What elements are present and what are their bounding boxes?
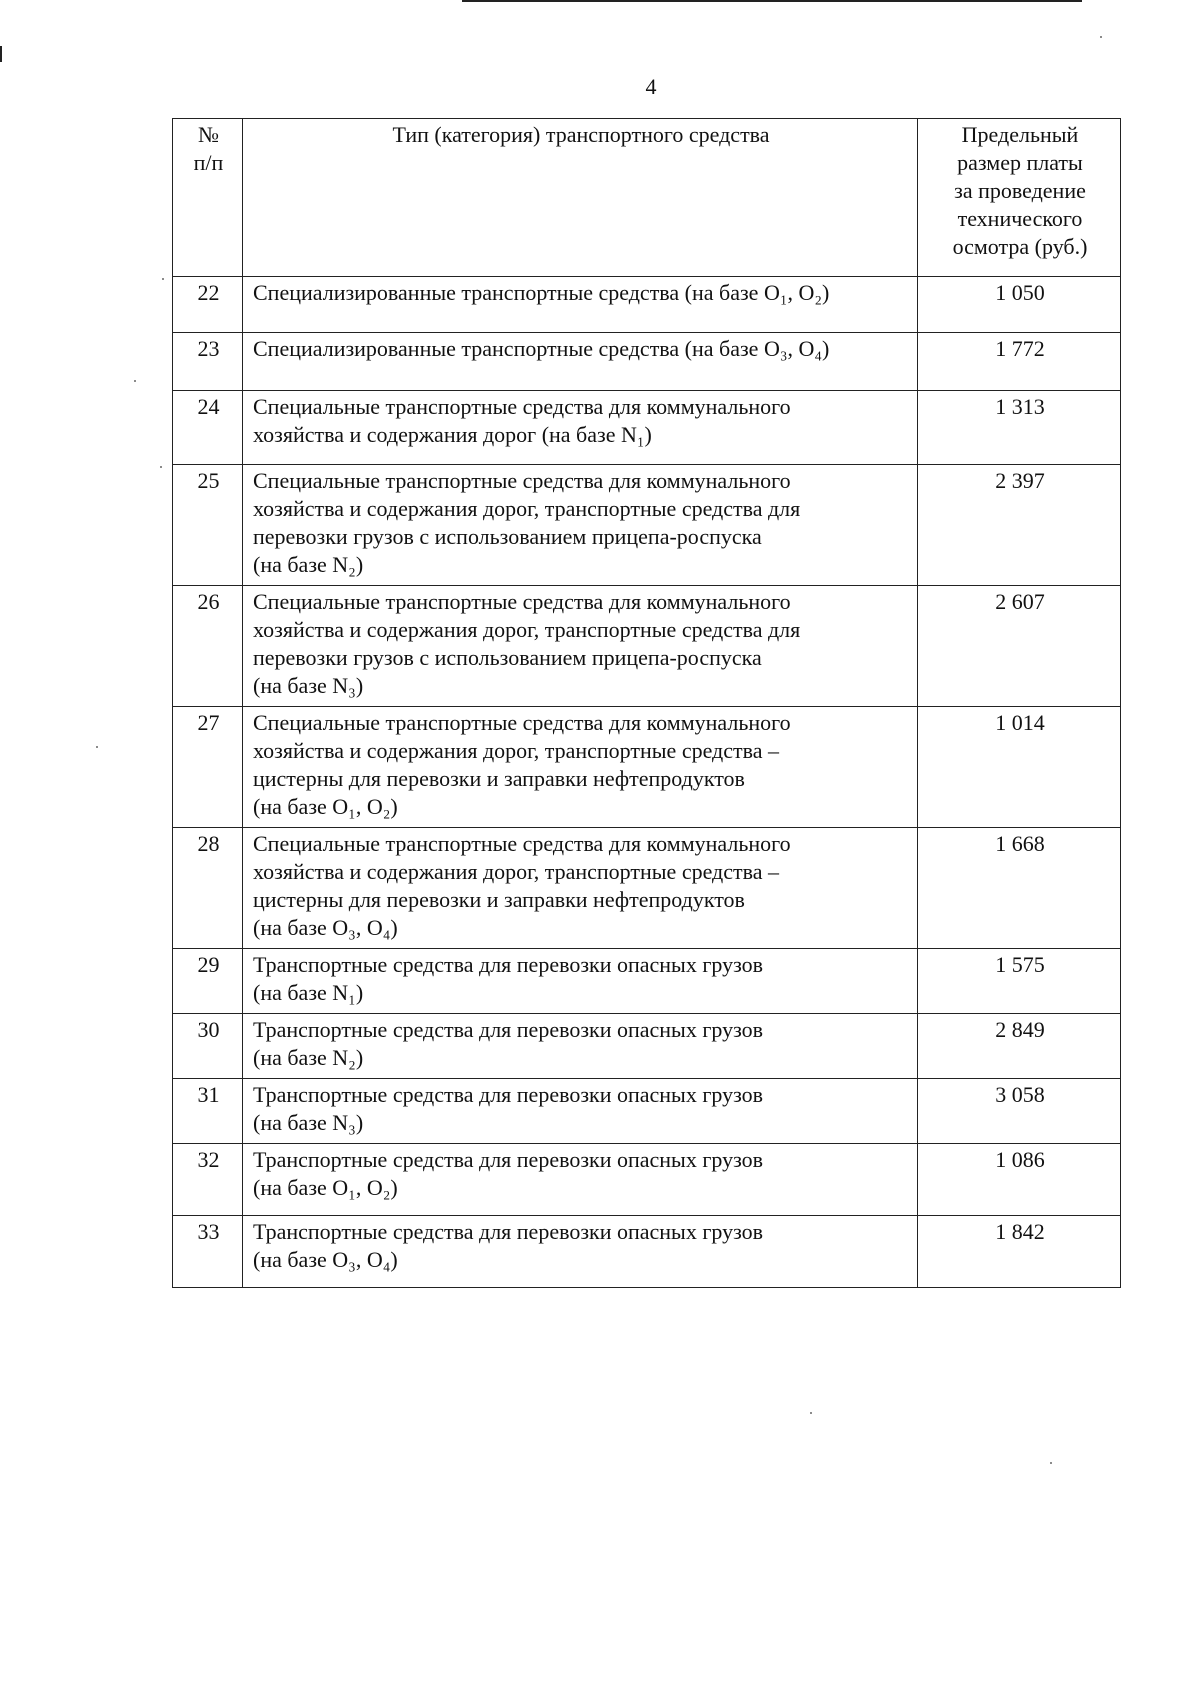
vehicle-type-line: (на базе O₃, O₄) (253, 1247, 398, 1272)
row-max-fee: 1 050 (918, 277, 1121, 333)
vehicle-type-line: (на базе N₃) (253, 673, 364, 698)
table-row (173, 1144, 1121, 1216)
vehicle-type-line: Транспортные средства для перевозки опасных грузов (253, 1147, 764, 1172)
scan-speck (134, 380, 136, 382)
row-number: 33 (173, 1216, 243, 1288)
table-row (173, 828, 1121, 949)
vehicle-type-line: Специализированные транспортные средства (на базе O₃, O₄) (253, 336, 830, 361)
vehicle-type-line: хозяйства и содержания дорог, транспортные средства для (253, 496, 801, 521)
row-number: 27 (173, 707, 243, 828)
vehicle-type-line: (на базе N₁) (253, 980, 364, 1005)
vehicle-type-line: Транспортные средства для перевозки опасных грузов (253, 1082, 764, 1107)
row-number: 29 (173, 949, 243, 1014)
inspection-fee-table (172, 118, 1121, 1288)
row-number: 26 (173, 586, 243, 707)
row-max-fee: 1 086 (918, 1144, 1121, 1216)
header-fee-line: технического (957, 206, 1083, 231)
page-number: 4 (645, 74, 657, 99)
vehicle-type-line: Транспортные средства для перевозки опасных грузов (253, 1219, 764, 1244)
vehicle-type-line: (на базе O₁, O₂) (253, 794, 398, 819)
table-row (173, 1216, 1121, 1288)
row-max-fee: 1 575 (918, 949, 1121, 1014)
left-margin-mark (0, 46, 2, 62)
row-number: 24 (173, 391, 243, 465)
row-max-fee: 1 772 (918, 333, 1121, 391)
row-number: 23 (173, 333, 243, 391)
row-vehicle-type (243, 707, 918, 828)
row-vehicle-type (243, 1014, 918, 1079)
row-max-fee: 2 607 (918, 586, 1121, 707)
vehicle-type-line: (на базе O₁, O₂) (253, 1175, 398, 1200)
vehicle-type-line: перевозки грузов с использованием прицепа-роспуска (253, 645, 762, 670)
table-row (173, 391, 1121, 465)
row-vehicle-type (243, 333, 918, 391)
vehicle-type-line: (на базе N₂) (253, 552, 364, 577)
row-vehicle-type (243, 1144, 918, 1216)
row-vehicle-type (243, 586, 918, 707)
scan-speck (810, 1412, 812, 1414)
header-fee-line: Предельный (961, 122, 1079, 147)
table-row (173, 333, 1121, 391)
vehicle-type-line: цистерны для перевозки и заправки нефтепродуктов (253, 887, 745, 912)
row-number: 32 (173, 1144, 243, 1216)
row-max-fee: 1 313 (918, 391, 1121, 465)
table-header-row (173, 119, 1121, 277)
row-number: 22 (173, 277, 243, 333)
row-vehicle-type (243, 391, 918, 465)
header-number-abbr: п/п (193, 150, 224, 175)
vehicle-type-line: хозяйства и содержания дорог, транспортные средства для (253, 617, 801, 642)
vehicle-type-line: Специальные транспортные средства для коммунального (253, 468, 791, 493)
row-vehicle-type (243, 949, 918, 1014)
vehicle-type-line: Транспортные средства для перевозки опасных грузов (253, 952, 764, 977)
header-number (173, 119, 243, 277)
table-row (173, 277, 1121, 333)
vehicle-type-line: хозяйства и содержания дорог, транспортные средства – (253, 859, 779, 884)
vehicle-type-line: Специализированные транспортные средства (на базе O₁, O₂) (253, 280, 830, 305)
table-row (173, 707, 1121, 828)
vehicle-type-line: Специальные транспортные средства для коммунального (253, 831, 791, 856)
table-row (173, 949, 1121, 1014)
row-number: 28 (173, 828, 243, 949)
scan-speck (1100, 36, 1102, 38)
row-number: 25 (173, 465, 243, 586)
header-vehicle-type: Тип (категория) транспортного средства (243, 119, 918, 277)
row-number: 30 (173, 1014, 243, 1079)
vehicle-type-line: (на базе N₃) (253, 1110, 364, 1135)
row-number: 31 (173, 1079, 243, 1144)
vehicle-type-line: хозяйства и содержания дорог (на базе N₁) (253, 422, 652, 447)
row-max-fee: 3 058 (918, 1079, 1121, 1144)
header-number-symbol: № (198, 122, 219, 147)
table-row (173, 1079, 1121, 1144)
row-max-fee: 1 014 (918, 707, 1121, 828)
vehicle-type-line: Специальные транспортные средства для коммунального (253, 394, 791, 419)
row-vehicle-type (243, 828, 918, 949)
vehicle-type-line: цистерны для перевозки и заправки нефтепродуктов (253, 766, 745, 791)
table-row (173, 465, 1121, 586)
vehicle-type-line: хозяйства и содержания дорог, транспортные средства – (253, 738, 779, 763)
row-vehicle-type (243, 1079, 918, 1144)
scan-speck (96, 746, 98, 748)
header-fee-line: размер платы (957, 150, 1083, 175)
row-vehicle-type (243, 277, 918, 333)
vehicle-type-line: перевозки грузов с использованием прицепа-роспуска (253, 524, 762, 549)
table-row (173, 1014, 1121, 1079)
scan-speck (1050, 1462, 1052, 1464)
row-max-fee: 1 842 (918, 1216, 1121, 1288)
table-row (173, 586, 1121, 707)
row-vehicle-type (243, 465, 918, 586)
scan-speck (160, 466, 162, 468)
header-max-fee (918, 119, 1121, 277)
vehicle-type-line: Специальные транспортные средства для коммунального (253, 710, 791, 735)
scan-speck (162, 278, 164, 280)
vehicle-type-line: Транспортные средства для перевозки опасных грузов (253, 1017, 764, 1042)
header-fee-line: за проведение (954, 178, 1086, 203)
row-max-fee: 2 849 (918, 1014, 1121, 1079)
row-max-fee: 2 397 (918, 465, 1121, 586)
vehicle-type-line: Специальные транспортные средства для коммунального (253, 589, 791, 614)
vehicle-type-line: (на базе O₃, O₄) (253, 915, 398, 940)
header-fee-line: осмотра (руб.) (952, 234, 1088, 259)
row-vehicle-type (243, 1216, 918, 1288)
top-edge-line (462, 0, 1082, 2)
row-max-fee: 1 668 (918, 828, 1121, 949)
vehicle-type-line: (на базе N₂) (253, 1045, 364, 1070)
